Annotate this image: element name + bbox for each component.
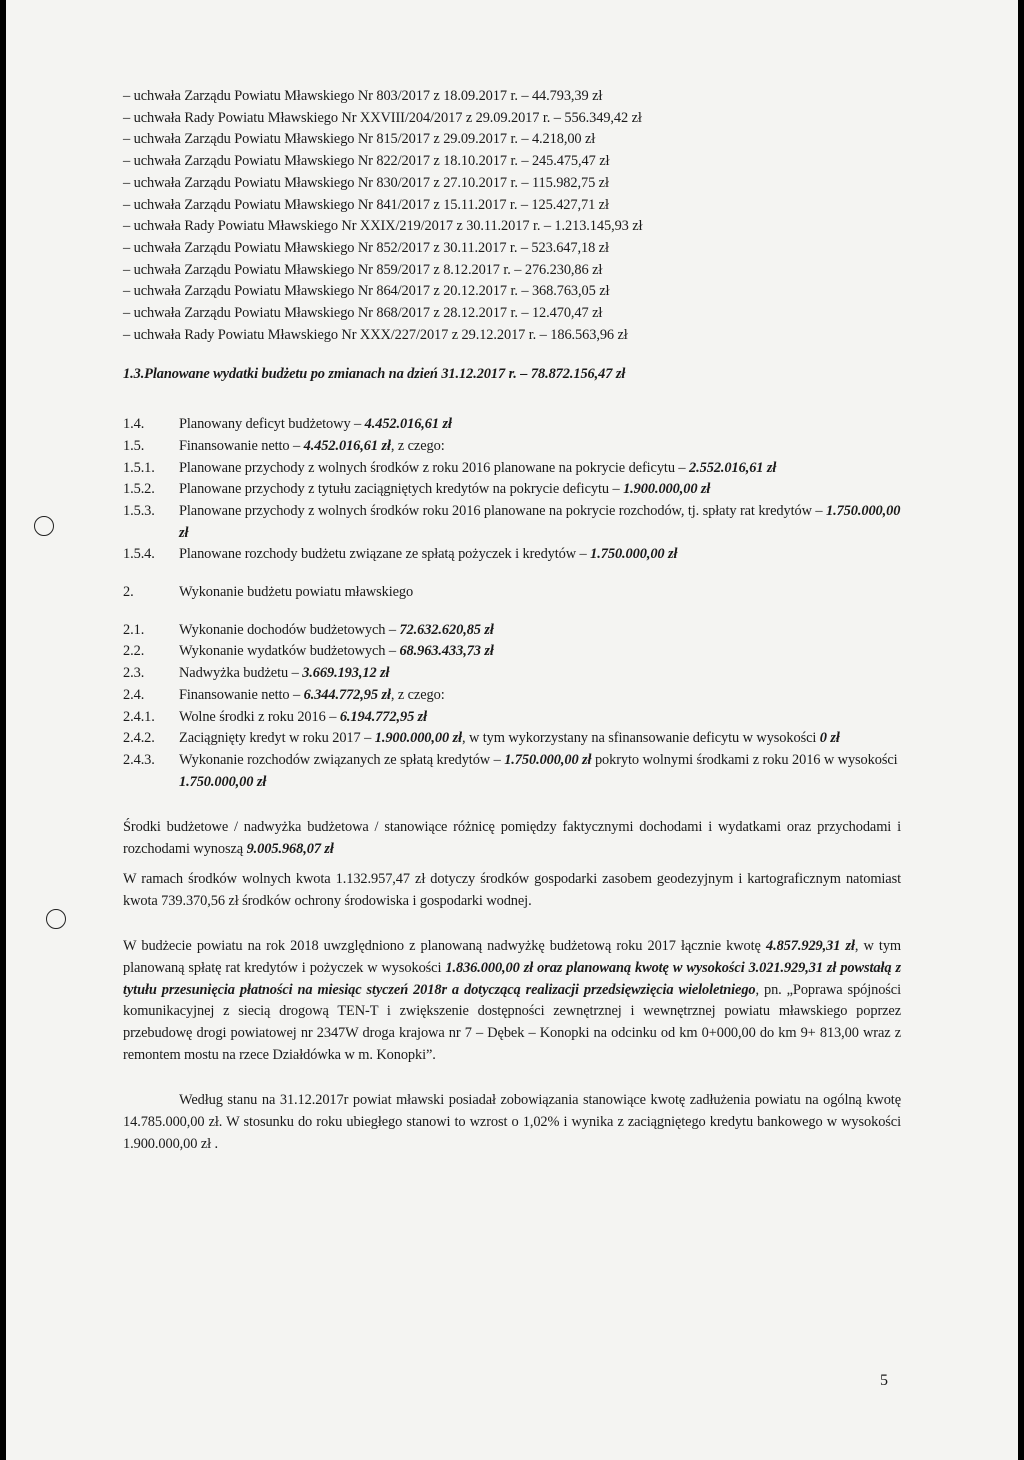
resolution-item: – uchwała Zarządu Powiatu Mławskiego Nr 864/2017 z 20.12.2017 r. – 368.763,05 zł bbox=[123, 283, 610, 300]
section-2-3 bbox=[123, 663, 901, 685]
section-value: 1.750.000,00 zł bbox=[504, 751, 592, 768]
section-number: 2.4.1. bbox=[123, 708, 155, 725]
section-number: 2.4.2. bbox=[123, 730, 155, 747]
planned-expenditures-heading: 1.3.Planowane wydatki budżetu po zmianach na dzień 31.12.2017 r. – 78.872.156,47 zł bbox=[123, 366, 626, 383]
section-1-4 bbox=[123, 414, 901, 436]
section-text: Wykonanie rozchodów związanych ze spłatą kredytów – bbox=[179, 751, 501, 768]
section-value: 72.632.620,85 zł bbox=[399, 621, 494, 638]
section-1-5-4 bbox=[123, 544, 901, 566]
document-page bbox=[6, 0, 1018, 1460]
section-text: Wykonanie wydatków budżetowych – bbox=[179, 643, 396, 660]
section-value: 4.452.016,61 zł bbox=[364, 416, 452, 433]
section-text: Planowane rozchody budżetu związane ze spłatą pożyczek i kredytów – bbox=[179, 546, 587, 563]
section-number: 1.5.3. bbox=[123, 502, 155, 519]
section-tail: , z czego: bbox=[390, 686, 445, 703]
paragraph-value: 4.857.929,31 zł bbox=[765, 938, 855, 955]
paragraph-text: Środki budżetowe / nadwyżka budżetowa / stanowiące różnicę pomiędzy faktycznymi dochodami i wydatkami oraz przychodami i rozchodami wynoszą bbox=[123, 819, 901, 858]
section-text: Wykonanie budżetu powiatu mławskiego bbox=[179, 584, 414, 601]
section-number: 1.4. bbox=[123, 416, 145, 433]
section-number: 1.5.4. bbox=[123, 546, 155, 563]
paragraph-text: , pn. „Poprawa spójności komunikacyjnej z siecią drogową TEN-T i zwiększenie dostępności zewnętrznej i wewnętrznej powiatu mławskiego poprzez przebudowę drogi powiatowej nr 2347W droga krajowa nr 7 – Dębek – Konopki na odcinku od km 0+000,00 do km 9+ 813,00 wraz z remontem mostu na rzece Działdówka w m. Konopki”. bbox=[123, 981, 901, 1063]
section-value: 4.452.016,61 zł bbox=[303, 437, 391, 454]
paragraph-text: W budżecie powiatu na rok 2018 uwzględniono z planowaną nadwyżkę budżetową roku 2017 łącznie kwotę bbox=[123, 938, 761, 955]
section-text: Planowane przychody z tytułu zaciągniętych kredytów na pokrycie deficytu – bbox=[179, 481, 620, 498]
section-value: 3.669.193,12 zł bbox=[302, 665, 390, 682]
resolution-item: – uchwała Zarządu Powiatu Mławskiego Nr 822/2017 z 18.10.2017 r. – 245.475,47 zł bbox=[123, 153, 610, 170]
resolution-item: – uchwała Zarządu Powiatu Mławskiego Nr 830/2017 z 27.10.2017 r. – 115.982,75 zł bbox=[123, 174, 609, 191]
budget-funds-paragraph bbox=[123, 817, 901, 860]
section-number: 1.5.1. bbox=[123, 459, 155, 476]
resolution-item: – uchwała Rady Powiatu Mławskiego Nr XXVIII/204/2017 z 29.09.2017 r. – 556.349,42 zł bbox=[123, 109, 642, 126]
resolution-item: – uchwała Rady Powiatu Mławskiego Nr XXX/227/2017 z 29.12.2017 r. – 186.563,96 zł bbox=[123, 326, 628, 343]
resolution-item: – uchwała Zarządu Powiatu Mławskiego Nr 868/2017 z 28.12.2017 r. – 12.470,47 zł bbox=[123, 305, 603, 322]
section-value: 68.963.433,73 zł bbox=[399, 643, 494, 660]
section-text: Finansowanie netto – bbox=[179, 437, 301, 454]
section-1-5-1 bbox=[123, 458, 901, 480]
section-2-2 bbox=[123, 641, 901, 663]
resolutions-list bbox=[123, 86, 901, 346]
section-tail: pokryto wolnymi środkami z roku 2016 w wysokości bbox=[594, 751, 898, 768]
section-2-4-3 bbox=[123, 750, 901, 793]
section-2 bbox=[123, 582, 901, 604]
section-value: 6.344.772,95 zł bbox=[303, 686, 391, 703]
section-2-4-2 bbox=[123, 728, 901, 750]
section-text: Finansowanie netto – bbox=[179, 686, 301, 703]
section-text: Zaciągnięty kredyt w roku 2017 – bbox=[179, 730, 372, 747]
section-number: 2.4. bbox=[123, 686, 145, 703]
resolution-item: – uchwała Zarządu Powiatu Mławskiego Nr 803/2017 z 18.09.2017 r. – 44.793,39 zł bbox=[123, 88, 603, 104]
section-value: 2.552.016,61 zł bbox=[689, 459, 777, 476]
section-number: 2. bbox=[123, 584, 134, 601]
paragraph-text: , w tym planowaną spłatę rat kredytów i pożyczek w wysokości bbox=[123, 938, 902, 976]
paragraph-value: 9.005.968,07 zł bbox=[246, 841, 334, 858]
resolution-item: – uchwała Rady Powiatu Mławskiego Nr XXIX/219/2017 z 30.11.2017 r. – 1.213.145,93 zł bbox=[123, 218, 643, 235]
section-2-4-1 bbox=[123, 707, 901, 729]
resolution-item: – uchwała Zarządu Powiatu Mławskiego Nr 859/2017 z 8.12.2017 r. – 276.230,86 zł bbox=[123, 261, 603, 278]
section-1-5 bbox=[123, 436, 901, 458]
punch-hole bbox=[46, 909, 66, 929]
section-text: Planowane przychody z wolnych środków roku 2016 planowane na pokrycie rozchodów, tj. spłaty rat kredytów – bbox=[179, 502, 823, 519]
section-2-4 bbox=[123, 685, 901, 707]
section-1-5-2 bbox=[123, 479, 901, 501]
section-value: 6.194.772,95 zł bbox=[339, 708, 428, 725]
section-value: 1.750.000,00 zł bbox=[179, 502, 901, 541]
section-number: 1.5. bbox=[123, 437, 145, 454]
section-text: Wykonanie dochodów budżetowych – bbox=[179, 621, 396, 638]
section-number: 2.4.3. bbox=[123, 751, 155, 768]
section-text: Planowane przychody z wolnych środków z roku 2016 planowane na pokrycie deficytu – bbox=[179, 459, 686, 476]
section-number: 2.1. bbox=[123, 621, 145, 638]
section-value-2: 1.750.000,00 zł bbox=[179, 773, 267, 790]
section-text: Nadwyżka budżetu – bbox=[179, 665, 299, 682]
paragraph-italic-text: 1.836.000,00 zł oraz planowaną kwotę w wysokości 3.021.929,31 zł powstałą z tytułu przesunięcia płatności na miesiąc styczeń 2018r a dotyczącą realizacji przedsięwzięcia wieloletniego bbox=[123, 959, 901, 998]
resolution-item: – uchwała Zarządu Powiatu Mławskiego Nr 841/2017 z 15.11.2017 r. – 125.427,71 zł bbox=[123, 196, 609, 213]
section-number: 1.5.2. bbox=[123, 481, 155, 498]
section-number: 2.2. bbox=[123, 643, 145, 660]
section-1-5-3 bbox=[123, 501, 901, 544]
section-value: 1.900.000,00 zł bbox=[374, 730, 462, 747]
free-funds-paragraph: W ramach środków wolnych kwota 1.132.957,47 zł dotyczy środków gospodarki zasobem geodezyjnym i kartograficznym natomiast kwota 739.370,56 zł środków ochrony środowiska i gospodarki wodnej. bbox=[123, 870, 901, 909]
section-tail: , w tym wykorzystany na sfinansowanie deficytu w wysokości bbox=[461, 730, 817, 747]
budget-2018-paragraph bbox=[123, 936, 901, 1066]
section-number: 2.3. bbox=[123, 665, 145, 682]
section-text: Wolne środki z roku 2016 – bbox=[179, 708, 337, 725]
page-number: 5 bbox=[880, 1372, 888, 1389]
section-2-1 bbox=[123, 620, 901, 642]
section-value: 1.750.000,00 zł bbox=[590, 546, 678, 563]
section-value: 1.900.000,00 zł bbox=[623, 481, 711, 498]
document-content bbox=[123, 86, 901, 1156]
punch-hole bbox=[34, 516, 54, 536]
section-tail: , z czego: bbox=[390, 437, 445, 454]
section-text: Planowany deficyt budżetowy – bbox=[179, 416, 362, 433]
resolution-item: – uchwała Zarządu Powiatu Mławskiego Nr 815/2017 z 29.09.2017 r. – 4.218,00 zł bbox=[123, 131, 596, 148]
liabilities-paragraph: Według stanu na 31.12.2017r powiat mławski posiadał zobowiązania stanowiące kwotę zadłużenia powiatu na ogólną kwotę 14.785.000,00 zł. W stosunku do roku ubiegłego stanowi to wzrost o 1,02% i wynika z zaciągniętego kredytu bankowego w wysokości 1.900.000,00 zł . bbox=[123, 1092, 901, 1152]
section-value-2: 0 zł bbox=[819, 730, 840, 747]
resolution-item: – uchwała Zarządu Powiatu Mławskiego Nr 852/2017 z 30.11.2017 r. – 523.647,18 zł bbox=[123, 239, 609, 256]
